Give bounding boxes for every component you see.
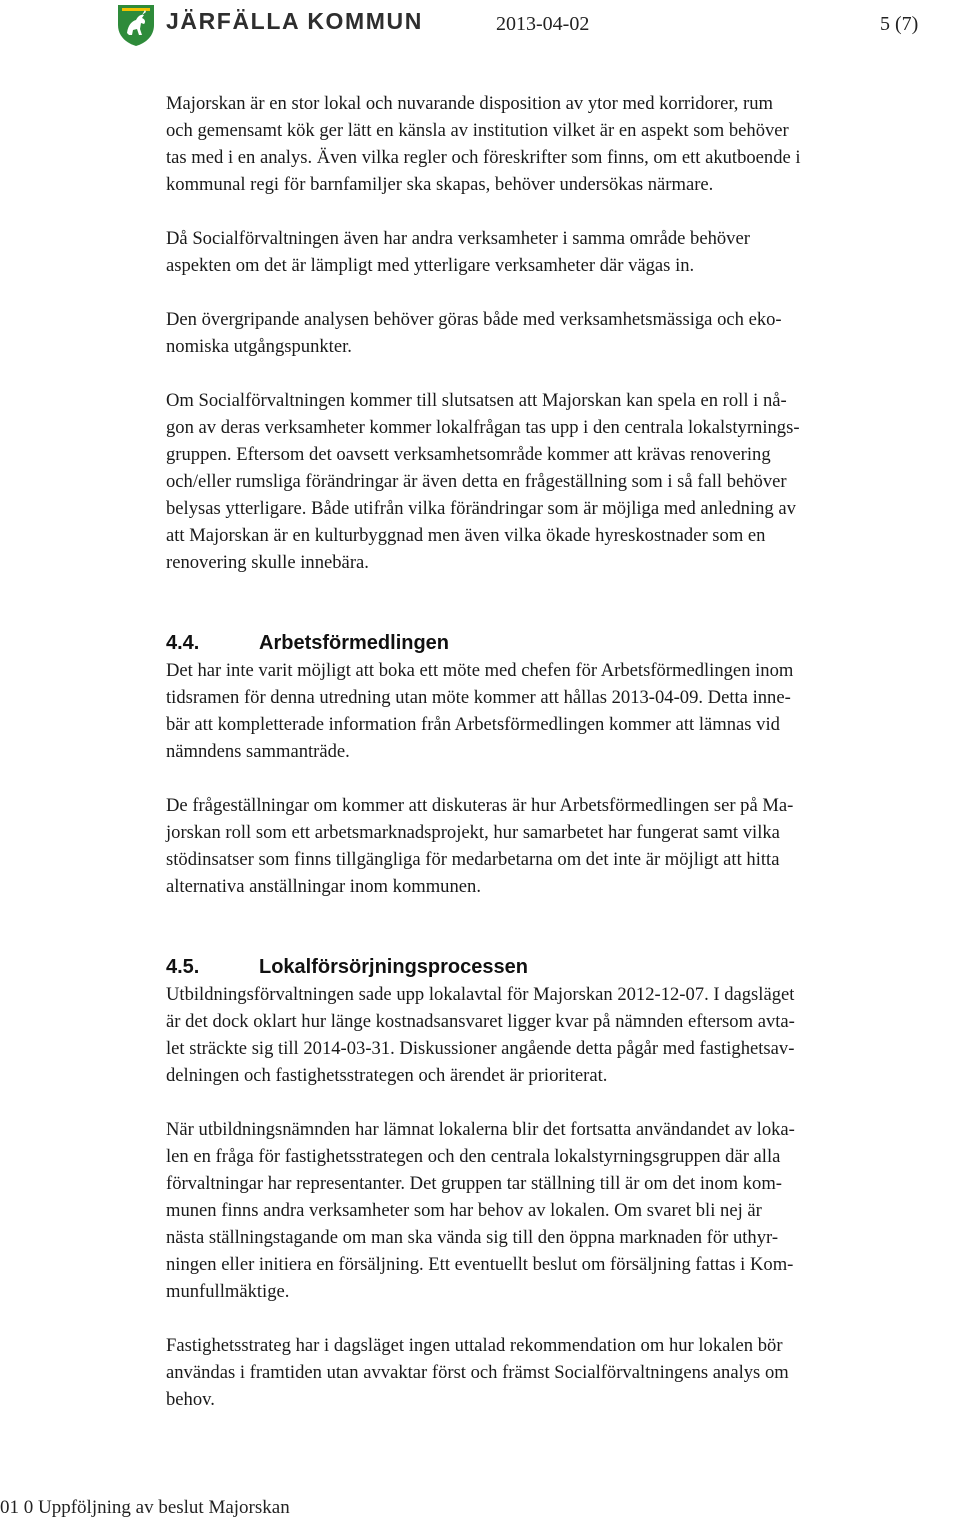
section-title: Arbetsförmedlingen [259,632,450,654]
text-line: ningen eller initiera en försäljning. Ett eventuellt beslut om försäljning fattas i Kom- [166,1254,794,1275]
paragraph [166,792,956,900]
section-number: 4.4. [166,632,200,654]
text-line: tas med i en analys. Även vilka regler och föreskrifter som finns, om ett akutboende i [166,147,801,168]
text-line: De frågeställningar om kommer att diskuteras är hur Arbetsförmedlingen ser på Ma- [166,795,794,816]
text-line: nomiska utgångspunkter. [166,336,352,357]
text-line: När utbildningsnämnden har lämnat lokalerna blir det fortsatta användandet av loka- [166,1119,795,1140]
text-line: Den övergripande analysen behöver göras både med verksamhetsmässiga och eko- [166,309,782,330]
page-header [0,0,960,60]
text-line: Då Socialförvaltningen även har andra verksamheter i samma område behöver [166,228,750,249]
text-line: och gemensamt kök ger lätt en känsla av institution vilket är en aspekt som behöver [166,120,789,141]
text-line: alternativa anställningar inom kommunen. [166,876,481,897]
document-body [166,90,956,1413]
page-number: 5 (7) [880,13,919,35]
text-line: behov. [166,1389,215,1410]
text-line: munen finns andra verksamheter som har behov av lokalen. Om svaret bli nej är [166,1200,762,1221]
text-line: belysas ytterligare. Både utifrån vilka förändringar som är möjliga med anledning av [166,498,796,519]
paragraph [166,981,956,1089]
text-line: nämndens sammanträde. [166,741,350,762]
text-line: är det dock oklart hur länge kostnadsansvaret ligger kvar på nämnden eftersom avta- [166,1011,795,1032]
text-line: att Majorskan är en kulturbyggnad men även vilka ökade hyreskostnader som en [166,525,766,546]
text-line: kommunal regi för barnfamiljer ska skapas, behöver undersökas närmare. [166,174,714,195]
text-line: Majorskan är en stor lokal och nuvarande disposition av ytor med korridorer, rum [166,93,774,114]
section-heading-4-4 [166,630,956,657]
text-line: jorskan roll som ett arbetsmarknadsprojekt, hur samarbetet har fungerat samt vilka [166,822,780,843]
text-line: munfullmäktige. [166,1281,290,1302]
coat-of-arms-icon [116,3,156,47]
text-line: renovering skulle innebära. [166,552,369,573]
section-number: 4.5. [166,956,200,978]
text-line: delningen och fastighetsstrategen och ärendet är prioriterat. [166,1065,608,1086]
paragraph [166,387,956,576]
text-line: len en fråga för fastighetsstrategen och den centrala lokalstyrningsgruppen där alla [166,1146,781,1167]
paragraph [166,225,956,279]
text-line: förvaltningar har representanter. Det gruppen tar ställning till är om det inom kom- [166,1173,782,1194]
text-line: stödinsatser som finns tillgängliga för medarbetarna om det inte är möjligt att hitta [166,849,780,870]
text-line: aspekten om det är lämpligt med ytterligare verksamheter där vägas in. [166,255,695,276]
paragraph [166,306,956,360]
text-line: Om Socialförvaltningen kommer till slutsatsen att Majorskan kan spela en roll i nå- [166,390,787,411]
text-line: gon av deras verksamheter kommer lokalfrågan tas upp i den centrala lokalstyrnings- [166,417,800,438]
page-footer: 01 0 Uppföljning av beslut Majorskan [0,1497,290,1518]
text-line: Utbildningsförvaltningen sade upp lokalavtal för Majorskan 2012-12-07. I dagsläget [166,984,795,1005]
paragraph [166,1116,956,1305]
text-line: gruppen. Eftersom det oavsett verksamhetsområde kommer att krävas renovering [166,444,771,465]
section-heading-4-5 [166,954,956,981]
text-line: nästa ställningstagande om man ska vända sig till den öppna marknaden för uthyr- [166,1227,779,1248]
municipality-logo-text: JÄRFÄLLA KOMMUN [166,8,423,34]
text-line: tidsramen för denna utredning utan möte kommer att hållas 2013-04-09. Detta inne- [166,687,791,708]
text-line: och/eller rumsliga förändringar är även detta en frågeställning som i så fall behöver [166,471,787,492]
text-line: användas i framtiden utan avvaktar först och främst Socialförvaltningens analys om [166,1362,789,1383]
paragraph [166,90,956,198]
text-line: Fastighetsstrateg har i dagsläget ingen uttalad rekommendation om hur lokalen bör [166,1335,783,1356]
text-line: bär att kompletterade information från Arbetsförmedlingen kommer att lämnas vid [166,714,780,735]
paragraph [166,657,956,765]
document-date: 2013-04-02 [496,13,590,35]
section-title: Lokalförsörjningsprocessen [259,956,528,978]
text-line: Det har inte varit möjligt att boka ett möte med chefen för Arbetsförmedlingen inom [166,660,794,681]
text-line: let sträckte sig till 2014-03-31. Diskussioner angående detta pågår med fastighetsav- [166,1038,795,1059]
paragraph [166,1332,956,1413]
